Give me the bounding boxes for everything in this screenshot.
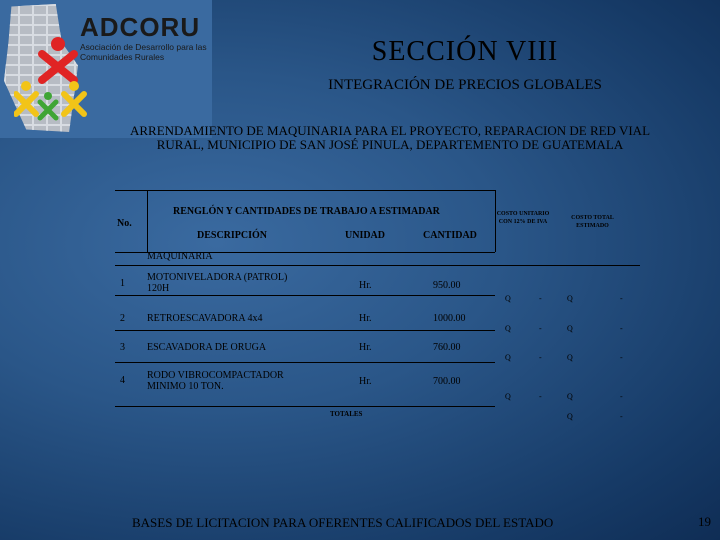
row-qty: 760.00 [433, 342, 461, 353]
logo-name: ADCORU [80, 12, 201, 42]
total-cost-value: - [620, 392, 623, 401]
row-no: 3 [120, 342, 125, 353]
row-desc: RODO VIBROCOMPACTADOR MINIMO 10 TON. [147, 370, 284, 392]
col-group-header: RENGLÓN Y CANTIDADES DE TRABAJO A ESTIMADAR [173, 206, 440, 217]
col-desc-header: DESCRIPCIÓN [197, 230, 268, 241]
row-qty: 950.00 [433, 280, 461, 291]
footer-text: BASES DE LICITACION PARA OFERENTES CALIFICADOS DEL ESTADO [132, 515, 554, 530]
row-no: 1 [120, 278, 125, 289]
unit-cost-currency: Q [505, 392, 511, 401]
unit-cost-value: - [539, 294, 542, 303]
row-unit: Hr. [359, 280, 372, 291]
unit-cost-value: - [539, 324, 542, 333]
unit-cost-value: - [539, 392, 542, 401]
total-cost-value: - [620, 294, 623, 303]
total-cost-currency: Q [567, 353, 573, 362]
totals-currency: Q [567, 412, 573, 421]
row-no: 4 [120, 375, 125, 386]
col-unit-header: UNIDAD [345, 230, 385, 241]
total-cost-currency: Q [567, 324, 573, 333]
total-cost-currency: Q [567, 294, 573, 303]
totals-label: TOTALES [330, 410, 363, 418]
row-desc: MOTONIVELADORA (PATROL) 120H [147, 272, 288, 294]
col-unit-cost-header: COSTO UNITARIO CON 12% DE IVA [496, 211, 550, 225]
unit-cost-currency: Q [505, 294, 511, 303]
price-table [115, 190, 640, 420]
row-qty: 1000.00 [433, 313, 466, 324]
row-unit: Hr. [359, 376, 372, 387]
total-cost-value: - [620, 324, 623, 333]
row-desc: RETROESCAVADORA 4x4 [147, 313, 263, 324]
row-unit: Hr. [359, 342, 372, 353]
page-number: 19 [698, 514, 711, 529]
total-cost-value: - [620, 353, 623, 362]
row-desc: ESCAVADORA DE ORUGA [147, 342, 267, 353]
logo-subtitle: Asociación de Desarrollo para las Comunidades Rurales [80, 42, 207, 62]
page-subtitle: INTEGRACIÓN DE PRECIOS GLOBALES [328, 77, 602, 93]
row-unit: Hr. [359, 313, 372, 324]
section-label: MAQUINARIA [147, 251, 213, 262]
col-total-cost-header: COSTO TOTAL ESTIMADO [571, 215, 614, 229]
people-figures-icon [14, 34, 94, 130]
total-cost-currency: Q [567, 392, 573, 401]
unit-cost-currency: Q [505, 353, 511, 362]
col-no-header: No. [117, 218, 132, 229]
page-title: SECCIÓN VIII [371, 36, 559, 67]
unit-cost-value: - [539, 353, 542, 362]
project-description: ARRENDAMIENTO DE MAQUINARIA PARA EL PROYECTO, REPARACION DE RED VIAL RURAL, MUNICIPIO DE SAN JOSÉ PINULA, DEPARTEMENTO DE GUATEMALA [129, 123, 651, 152]
col-qty-header: CANTIDAD [423, 230, 477, 241]
unit-cost-currency: Q [505, 324, 511, 333]
row-qty: 700.00 [433, 376, 461, 387]
logo [0, 0, 212, 138]
row-no: 2 [120, 313, 125, 324]
totals-value: - [620, 412, 623, 421]
